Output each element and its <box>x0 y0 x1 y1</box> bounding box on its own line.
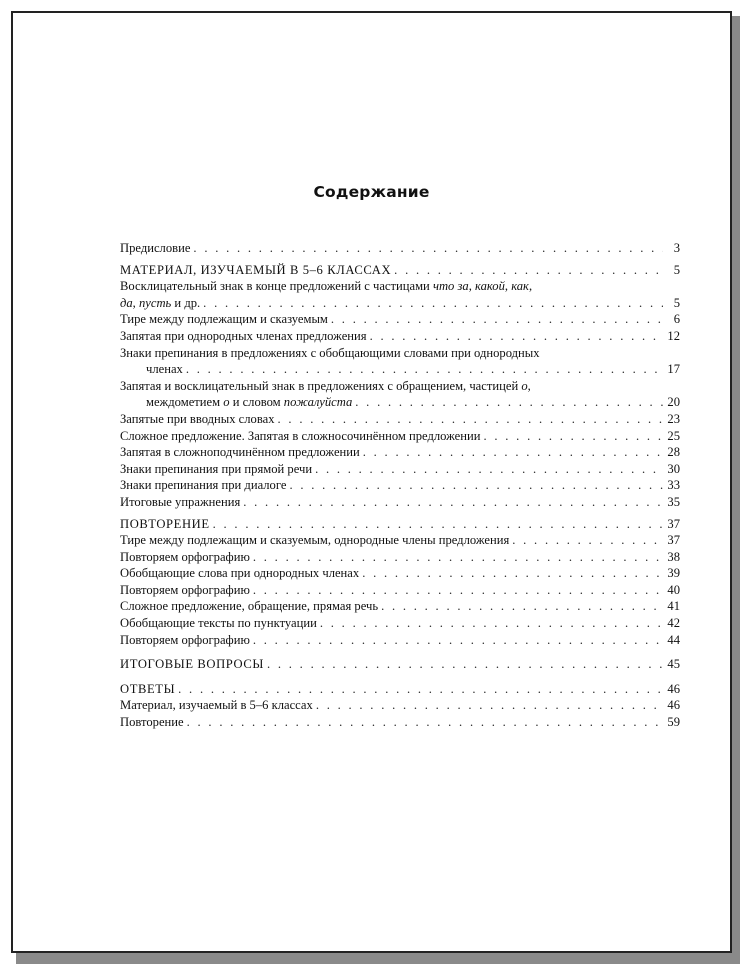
toc-section-label: ПОВТОРЕНИЕ <box>120 516 210 531</box>
dot-leader <box>381 598 663 615</box>
toc-page-number: 44 <box>667 632 680 647</box>
dot-leader <box>363 444 663 461</box>
toc-page-number: 30 <box>667 461 680 476</box>
toc-page-number: 35 <box>667 494 680 509</box>
dot-leader <box>186 361 663 378</box>
toc-section-label: ОТВЕТЫ <box>120 681 176 696</box>
toc-entry-label-line <box>120 378 680 395</box>
text-span: Восклицательный знак в конце предложений с частицами <box>120 279 433 294</box>
dot-leader <box>178 681 663 698</box>
dot-leader <box>193 240 663 257</box>
document-page <box>11 11 732 953</box>
toc-entry-label: Материал, изучаемый в 5–6 классах <box>120 698 313 713</box>
toc-entry-final-exercises <box>120 494 680 511</box>
toc-entry-label-line: Знаки препинания в предложениях с обобщающими словами при однородных <box>120 345 540 360</box>
italic-span: о <box>521 378 528 393</box>
dot-leader <box>203 295 663 312</box>
dot-leader <box>213 516 663 533</box>
italic-span: пожалуйста <box>283 395 353 410</box>
toc-entry-punctuation-texts <box>120 615 680 632</box>
toc-entry-label: Запятые при вводных словах <box>120 411 275 426</box>
toc-entry-complex <box>120 444 680 461</box>
toc-entry-label: Знаки препинания при прямой речи <box>120 461 313 476</box>
toc-entry-label: Тире между подлежащим и сказуемым <box>120 312 328 327</box>
toc-entry-continuation <box>120 394 680 411</box>
toc-entry-answers-repetition <box>120 714 680 731</box>
toc-entry-label: Обобщающие слова при однородных членах <box>120 566 360 581</box>
italic-span: что за <box>432 279 469 294</box>
toc-page-number: 6 <box>673 312 680 327</box>
dot-leader <box>320 615 663 632</box>
toc-page-number: 39 <box>667 566 680 581</box>
toc-page-number: 17 <box>667 362 680 377</box>
toc-page-number: 45 <box>667 657 680 672</box>
italic-span: как <box>511 279 529 294</box>
dot-leader <box>253 582 663 599</box>
toc-page-number: 28 <box>667 445 680 460</box>
toc-entry-answers-material <box>120 697 680 714</box>
toc-entry-label-line <box>120 278 680 295</box>
toc-entry-label: Обобщающие тексты по пунктуации <box>120 616 317 631</box>
page-title: Содержание <box>313 183 430 201</box>
toc-page-number: 12 <box>667 328 680 343</box>
dot-leader <box>289 477 663 494</box>
toc-page-number: 5 <box>673 295 680 310</box>
toc-entry-label <box>120 295 200 312</box>
toc-entry-label: Повторяем орфографию <box>120 632 250 647</box>
toc-page-number: 23 <box>667 411 680 426</box>
toc-page-number: 3 <box>673 241 680 255</box>
text-span: и др. <box>171 295 201 310</box>
toc-entry-orthography-3 <box>120 632 680 649</box>
toc-entry-label: Повторение <box>120 715 184 730</box>
toc-entry-label: Итоговые упражнения <box>120 494 241 509</box>
italic-span: да <box>120 295 133 310</box>
text-span: , <box>528 279 533 294</box>
toc-entry-label: Запятая при однородных членах предложения <box>120 328 367 343</box>
table-of-contents <box>120 240 680 731</box>
toc-page-number: 38 <box>667 549 680 564</box>
dot-leader <box>253 549 663 566</box>
toc-page-number: 46 <box>667 681 680 696</box>
dot-leader <box>394 262 663 279</box>
dot-leader <box>331 311 663 328</box>
toc-page-number: 59 <box>667 715 680 730</box>
toc-entry-label: Повторяем орфографию <box>120 549 250 564</box>
toc-entry-orthography-2 <box>120 582 680 599</box>
toc-page-number: 41 <box>667 599 680 614</box>
toc-page-number: 37 <box>667 533 680 548</box>
toc-entry-label: Сложное предложение. Запятая в сложносочинённом предложении <box>120 428 481 443</box>
dot-leader <box>355 394 663 411</box>
dot-leader <box>253 632 663 649</box>
toc-entry-compound <box>120 428 680 445</box>
text-span: , <box>527 378 531 393</box>
toc-page-number: 33 <box>667 478 680 493</box>
text-span: , <box>468 279 475 294</box>
toc-entry-direct-speech <box>120 461 680 478</box>
toc-entry-label: членах <box>146 362 183 377</box>
text-span: Запятая и восклицательный знак в предложениях с обращением, частицей <box>120 378 522 393</box>
toc-section-label: ИТОГОВЫЕ ВОПРОСЫ <box>120 657 264 672</box>
toc-entry-generalizing <box>120 345 680 378</box>
toc-entry-homogeneous <box>120 328 680 345</box>
toc-page-number: 5 <box>673 262 680 277</box>
toc-section-label: МАТЕРИАЛ, ИЗУЧАЕМЫЙ В 5–6 КЛАССАХ <box>120 262 392 277</box>
italic-span: какой <box>475 279 505 294</box>
toc-section-material <box>120 262 680 279</box>
dot-leader <box>483 428 663 445</box>
dot-leader <box>316 697 663 714</box>
dot-leader <box>187 714 663 731</box>
toc-entry-complex-address-speech <box>120 598 680 615</box>
toc-entry-exclamation <box>120 278 680 311</box>
toc-page-number: 37 <box>667 516 680 531</box>
dot-leader <box>362 565 663 582</box>
toc-page-number: 20 <box>667 395 680 410</box>
toc-entry-dialogue <box>120 477 680 494</box>
toc-entry-label: Предисловие <box>120 241 191 255</box>
italic-span: пусть <box>138 295 172 310</box>
toc-page-number: 42 <box>667 616 680 631</box>
dot-leader <box>267 656 663 673</box>
toc-section-final-questions <box>120 656 680 673</box>
dot-leader <box>243 494 663 511</box>
toc-entry-generalizing-words <box>120 565 680 582</box>
text-span: , <box>132 295 139 310</box>
toc-entry-preface <box>120 240 680 257</box>
text-span: и словом <box>229 395 284 410</box>
toc-section-repetition <box>120 516 680 533</box>
toc-entry-continuation <box>120 361 680 378</box>
toc-entry-label: Тире между подлежащим и сказуемым, однородные члены предложения <box>120 533 510 548</box>
toc-section-answers <box>120 681 680 698</box>
dot-leader <box>512 532 663 549</box>
toc-entry-continuation <box>120 295 680 312</box>
toc-entry-label: Сложное предложение, обращение, прямая речь <box>120 599 379 614</box>
toc-page-number: 40 <box>667 582 680 597</box>
italic-span: о <box>223 395 230 410</box>
dot-leader <box>315 461 663 478</box>
toc-entry-repeat-dash <box>120 532 680 549</box>
dot-leader <box>278 411 663 428</box>
toc-entry-dash <box>120 311 680 328</box>
toc-page-number: 46 <box>667 698 680 713</box>
toc-entry-introductory <box>120 411 680 428</box>
toc-entry-orthography-1 <box>120 549 680 566</box>
toc-entry-address <box>120 378 680 411</box>
toc-entry-label: Знаки препинания при диалоге <box>120 478 287 493</box>
toc-entry-label <box>146 394 352 411</box>
text-span: междометием <box>146 395 224 410</box>
toc-entry-label: Запятая в сложноподчинённом предложении <box>120 445 360 460</box>
dot-leader <box>370 328 663 345</box>
toc-entry-label: Повторяем орфографию <box>120 582 250 597</box>
toc-page-number: 25 <box>667 428 680 443</box>
text-span: , <box>504 279 512 294</box>
